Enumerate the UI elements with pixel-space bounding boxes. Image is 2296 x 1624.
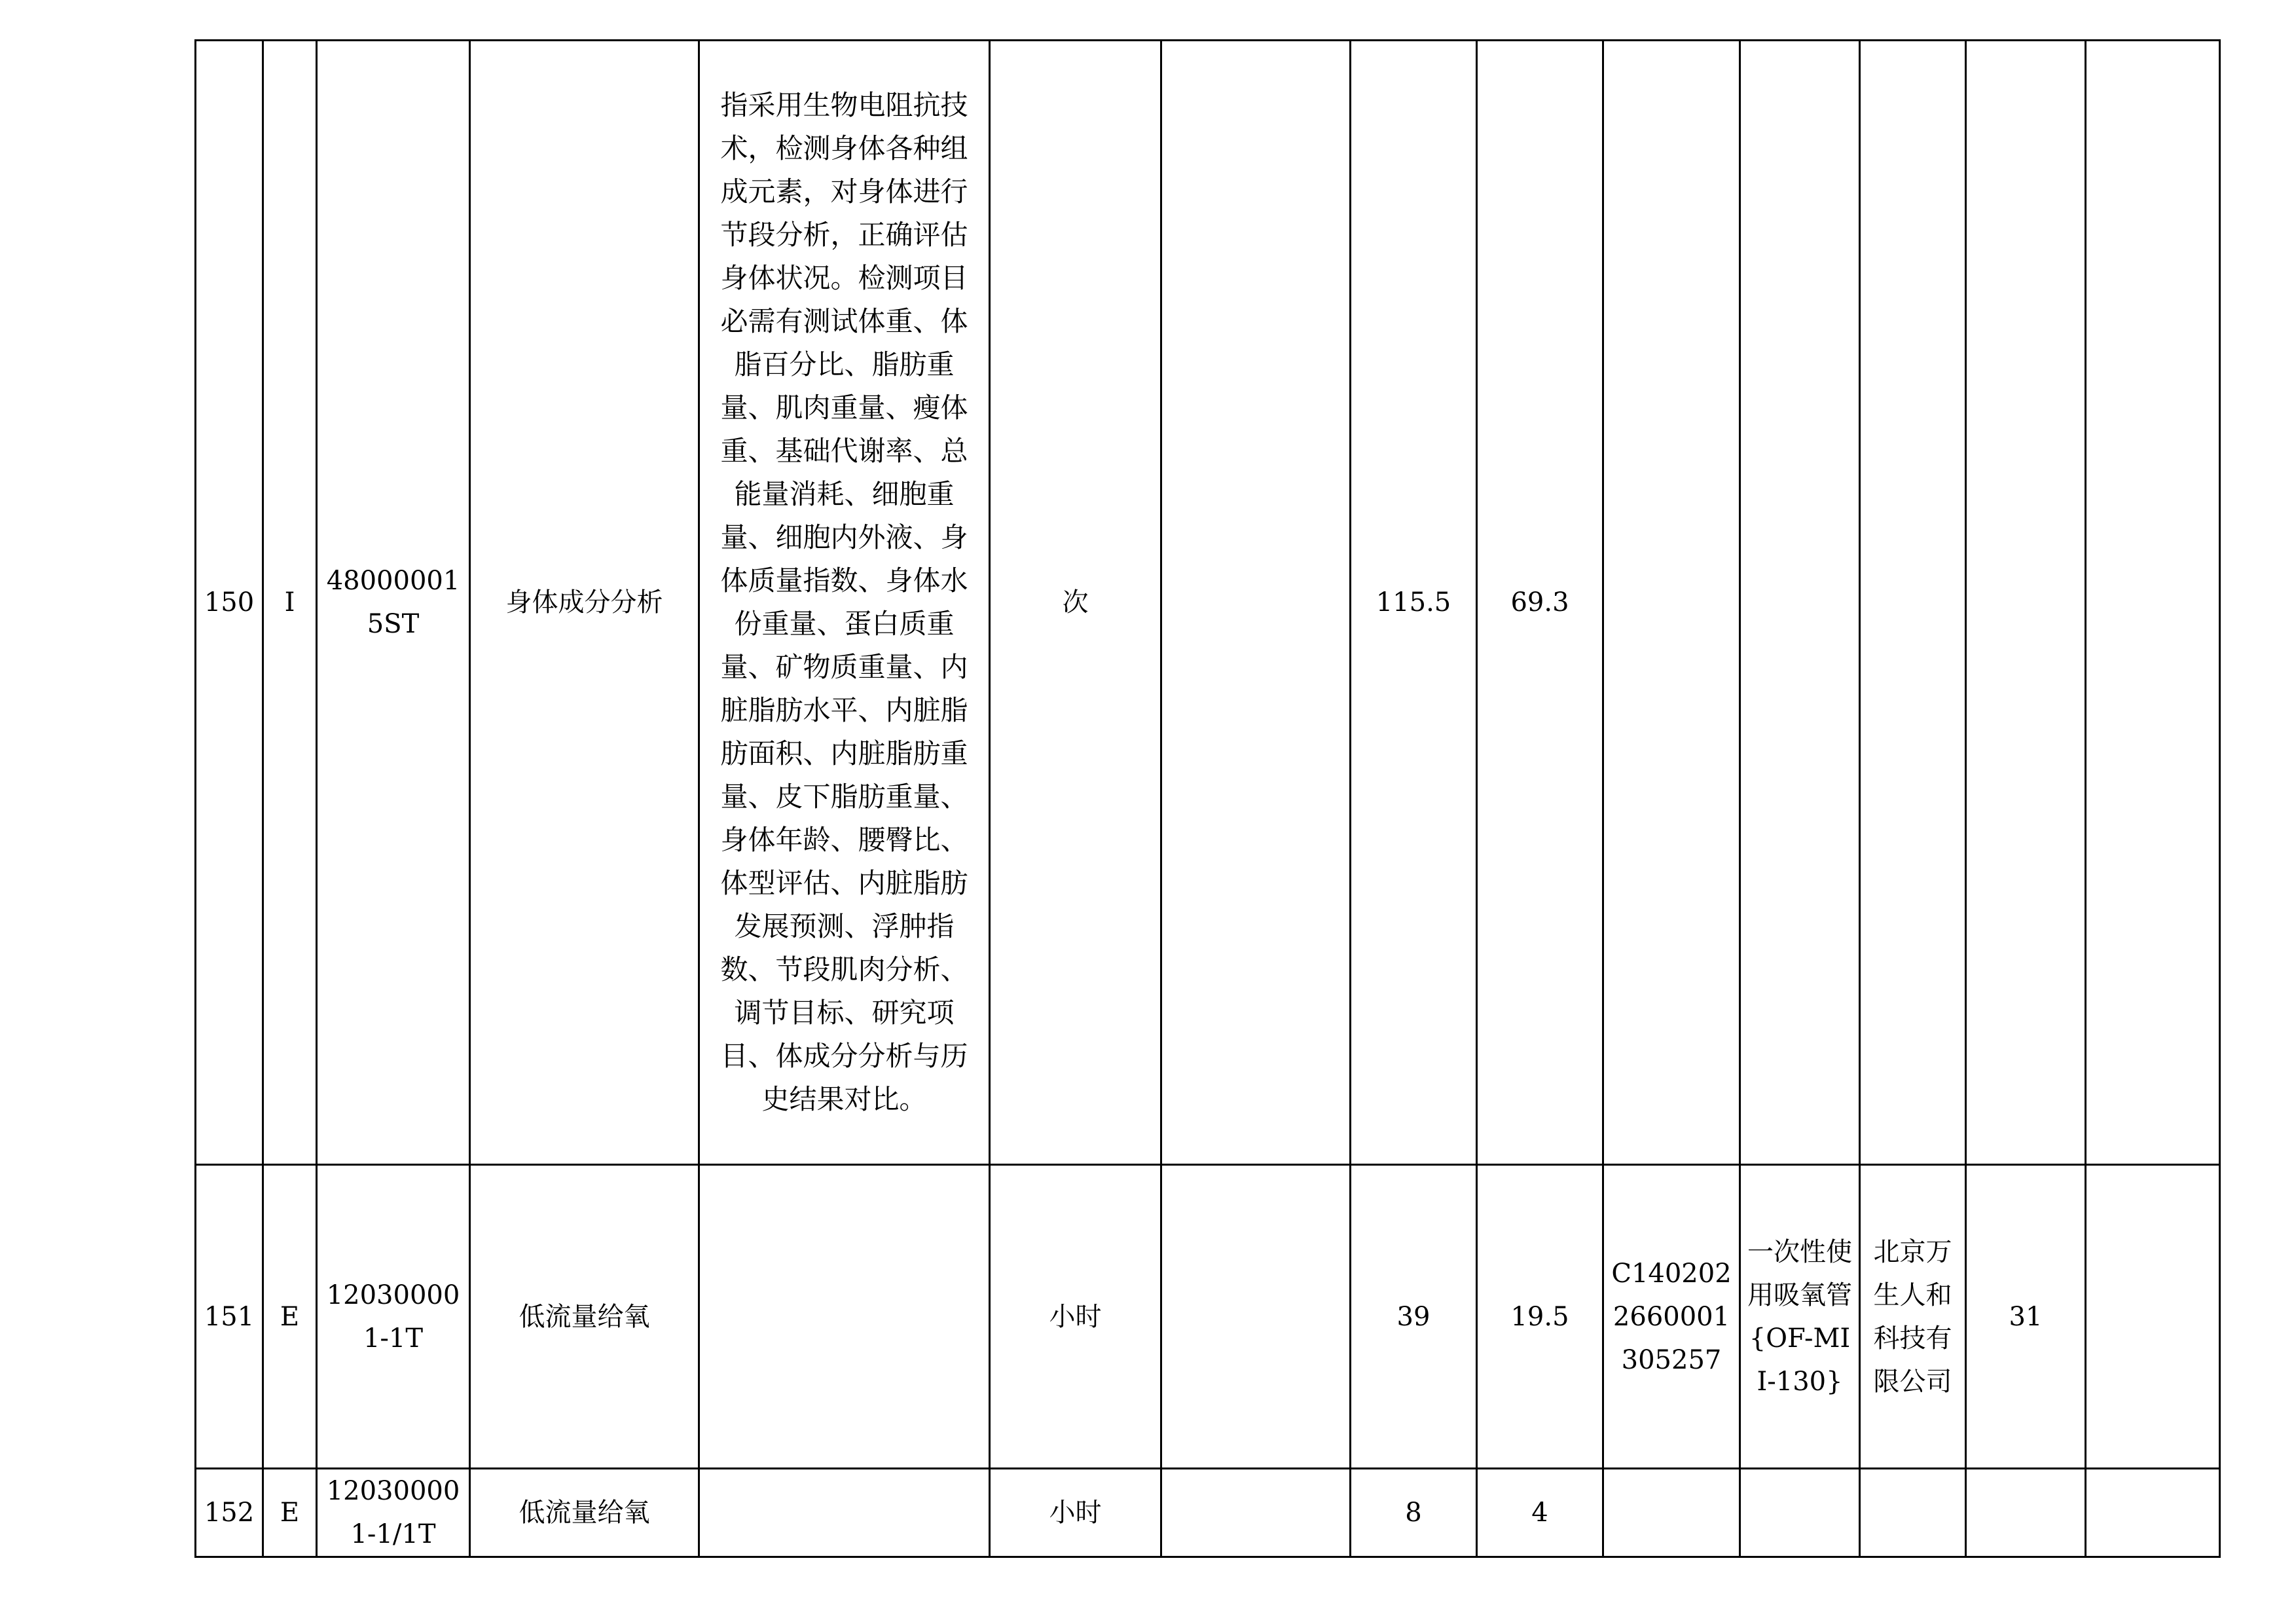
category-cell: E	[263, 1165, 317, 1469]
item-number-cell: 152	[196, 1469, 263, 1557]
item-number-cell: 151	[196, 1165, 263, 1469]
item-number-cell: 150	[196, 41, 263, 1165]
empty-cell	[1161, 1165, 1351, 1469]
manufacturer-cell	[1860, 1469, 1966, 1557]
table-row	[196, 1165, 2220, 1469]
fee-table	[194, 39, 2221, 1558]
category-cell: I	[263, 41, 317, 1165]
category-cell: E	[263, 1469, 317, 1557]
unit-cell: 小时	[990, 1165, 1161, 1469]
item-name-cell: 身体成分分析	[470, 41, 699, 1165]
price-cell-secondary: 69.3	[1477, 41, 1603, 1165]
item-description-cell	[699, 1469, 990, 1557]
item-description-cell	[699, 1165, 990, 1469]
material-price-cell: 31	[1966, 1165, 2086, 1469]
item-code-cell: 120300001-1T	[317, 1165, 470, 1469]
remark-cell	[2086, 1165, 2220, 1469]
empty-cell	[1161, 1469, 1351, 1557]
material-name-cell: 一次性使用吸氧管{OF-MII-130}	[1740, 1165, 1860, 1469]
manufacturer-cell: 北京万生人和科技有限公司	[1860, 1165, 1966, 1469]
material-code-cell	[1603, 1469, 1740, 1557]
price-cell: 39	[1351, 1165, 1477, 1469]
item-code-cell: 480000015ST	[317, 41, 470, 1165]
unit-cell: 次	[990, 41, 1161, 1165]
price-cell-secondary: 19.5	[1477, 1165, 1603, 1469]
material-name-cell	[1740, 41, 1860, 1165]
material-name-cell	[1740, 1469, 1860, 1557]
item-description-cell: 指采用生物电阻抗技术，检测身体各种组成元素，对身体进行节段分析，正确评估身体状况。检测项目必需有测试体重、体脂百分比、脂肪重量、肌肉重量、瘦体重、基础代谢率、总能量消耗、细胞重量、细胞内外液、身体质量指数、身体水份重量、蛋白质重量、矿物质重量、内脏脂肪水平、内脏脂肪面积、内脏脂肪重量、皮下脂肪重量、身体年龄、腰臀比、体型评估、内脏脂肪发展预测、浮肿指数、节段肌肉分析、调节目标、研究项目、体成分分析与历史结果对比。	[699, 41, 990, 1165]
item-name-cell: 低流量给氧	[470, 1165, 699, 1469]
remark-cell	[2086, 1469, 2220, 1557]
material-price-cell	[1966, 1469, 2086, 1557]
material-code-cell	[1603, 41, 1740, 1165]
item-code-cell: 120300001-1/1T	[317, 1469, 470, 1557]
empty-cell	[1161, 41, 1351, 1165]
table-row	[196, 1469, 2220, 1557]
remark-cell	[2086, 41, 2220, 1165]
material-code-cell: C1402022660001305257	[1603, 1165, 1740, 1469]
manufacturer-cell	[1860, 41, 1966, 1165]
price-cell: 8	[1351, 1469, 1477, 1557]
unit-cell: 小时	[990, 1469, 1161, 1557]
table-row	[196, 41, 2220, 1165]
price-cell: 115.5	[1351, 41, 1477, 1165]
material-price-cell	[1966, 41, 2086, 1165]
item-name-cell: 低流量给氧	[470, 1469, 699, 1557]
price-cell-secondary: 4	[1477, 1469, 1603, 1557]
